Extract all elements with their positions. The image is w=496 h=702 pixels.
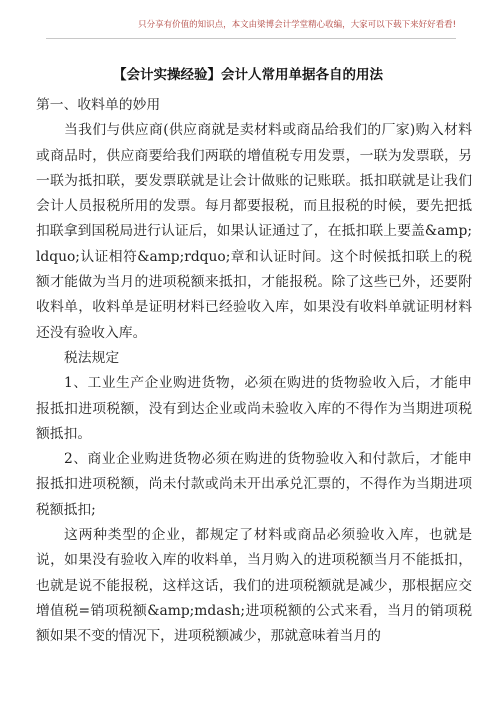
document-body bbox=[36, 93, 472, 650]
paragraph-rule-2: 2、商业企业购进货物必须在购进的货物验收入和付款后，才能申报抵扣进项税额，尚未付款或尚未开出承兑汇票的，不得作为当期进项税额抵扣; bbox=[36, 451, 472, 518]
paragraph-rule-1: 1、工业生产企业购进货物，必须在购进的货物验收入后，才能申报抵扣进项税额，没有到达企业或尚未验收入库的不得作为当期进项税额抵扣。 bbox=[36, 375, 472, 442]
header-divider bbox=[46, 38, 456, 39]
header-notice: 只分享有价值的知识点，本文由梁博会计学堂精心收编，大家可以下载下来好好看看! bbox=[138, 20, 456, 30]
section-heading: 第一、收料单的妙用 bbox=[36, 97, 161, 113]
paragraph-tax-rules-heading: 税法规定 bbox=[64, 349, 120, 366]
document-title: 【会计实操经验】会计人常用单据各自的用法 bbox=[113, 67, 383, 83]
paragraph-intro: 当我们与供应商(供应商就是卖材料或商品给我们的厂家)购入材料或商品时，供应商要给我们两联的增值税专用发票，一联为发票联，另一联为抵扣联，要发票联就是让会计做账的记账联。抵扣联就是让我们会计人员报税所用的发票。每月都要报税，而且报税的时候，要先把抵扣联拿到国税局进行认证后，如果认证通过了，在抵扣联上要盖&amp;ldquo;认证相符&amp;rdquo;章和认证时间。这个时候抵扣联上的税额才能做为当月的进项税额来抵扣，才能报税。除了这些已外，还要附收料单，收料单是证明材料已经验收入库，如果没有收料单就证明材料还没有验收入库。 bbox=[36, 122, 472, 341]
paragraph-explanation: 这两种类型的企业，都规定了材料或商品必须验收入库，也就是说，如果没有验收入库的收料单，当月购入的进项税额当月不能抵扣，也就是说不能报税，这样这话，我们的进项税额就是减少，那根据应交增值税=销项税额&amp;mdash;进项税额的公式来看，当月的销项税额如果不变的情况下，进项税额减少，那就意味着当月的 bbox=[36, 527, 472, 645]
